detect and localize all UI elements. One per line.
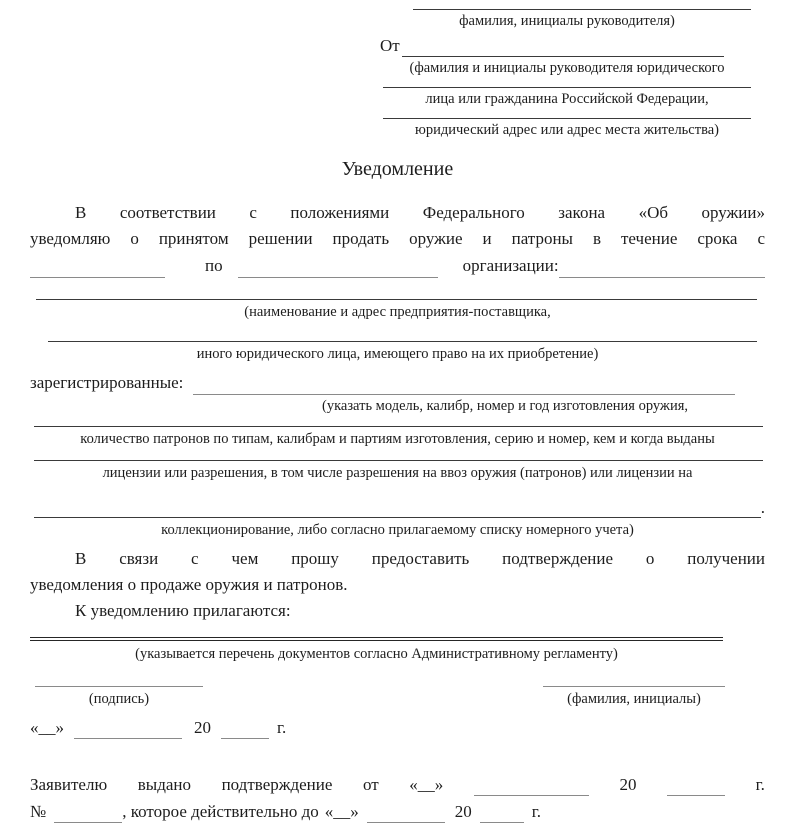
caption-from-1: (фамилия и инициалы руководителя юридического <box>409 60 725 76</box>
addressee-block <box>380 0 754 138</box>
paragraph-2 <box>30 546 765 624</box>
document-title: Уведомление <box>341 158 454 180</box>
paragraph-1-line-3 <box>30 252 765 278</box>
paragraph-1-line-2: уведомляю о принятом решении продать оружие и патроны в течение срока с <box>30 229 765 248</box>
caption-supplier-1: (наименование и адрес предприятия-поставщика, <box>244 304 551 320</box>
signature-left <box>35 678 203 707</box>
blank-field <box>413 0 751 10</box>
footer-word: от <box>363 775 379 794</box>
blank-field-organization <box>559 259 765 278</box>
caption-from-2: лица или гражданина Российской Федерации, <box>425 91 709 107</box>
valid-until-text: , которое действительно до <box>122 802 319 821</box>
caption-model: (указать модель, калибр, номер и год изготовления оружия, <box>321 398 689 414</box>
signature-right <box>543 678 725 707</box>
date-row <box>30 713 765 739</box>
blank-field <box>383 76 751 88</box>
blank-field-signature <box>35 678 203 687</box>
attachments-label: К уведомлению прилагаются: <box>75 601 291 620</box>
blank-field <box>383 107 751 119</box>
blank-field-year <box>480 804 524 823</box>
paragraph-2-line-2: уведомления о продаже оружия и патронов. <box>30 575 348 594</box>
year-suffix: г. <box>277 718 287 737</box>
caption-ammo: количество патронов по типам, калибрам и партиям изготовления, серию и номер, кем и когда выданы <box>80 431 715 447</box>
paragraph-1 <box>30 200 765 278</box>
blank-field-weapon-model <box>193 376 735 395</box>
blank-field-collection-row <box>34 495 765 518</box>
blank-field-month <box>74 720 182 739</box>
period-mark: . <box>760 498 765 517</box>
organization-label: организации: <box>462 256 559 275</box>
blank-field-date-to <box>238 259 438 278</box>
confirmation-line-1 <box>30 770 765 796</box>
caption-documents: (указывается перечень документов согласно Административному регламенту) <box>135 646 618 662</box>
po-label: по <box>205 256 223 275</box>
blank-field-year <box>667 777 725 796</box>
blank-field-month <box>474 777 589 796</box>
registered-row <box>30 368 765 395</box>
caption-license: лицензии или разрешения, в том числе разрешения на ввоз оружия (патронов) или лицензии на <box>102 465 693 481</box>
confirmation-line-2 <box>30 797 765 823</box>
day-quotes: «__» <box>324 802 359 821</box>
number-sign: № <box>30 802 47 821</box>
caption-signature: (подпись) <box>88 691 150 707</box>
from-row <box>380 32 754 57</box>
blank-field-year <box>221 720 269 739</box>
caption-from-3: юридический адрес или адрес места жительства) <box>415 122 719 138</box>
paragraph-2-line-1: В связи с чем прошу предоставить подтверждение о получении <box>75 549 765 568</box>
footer-word: подтверждение <box>221 775 333 794</box>
caption-supplier-2: иного юридического лица, имеющего право на их приобретение) <box>196 346 599 362</box>
blank-field-number <box>54 804 122 823</box>
caption-head-name: фамилия, инициалы руководителя) <box>459 13 675 29</box>
day-quotes: «__» <box>30 718 64 737</box>
caption-name: (фамилия, инициалы) <box>567 691 701 707</box>
blank-field-date-from <box>30 259 165 278</box>
day-quotes: «__» <box>409 775 444 794</box>
from-label: От <box>380 36 400 55</box>
year-prefix: 20 <box>454 802 472 821</box>
paragraph-1-line-1: В соответствии с положениями Федерального закона «Об оружии» <box>75 203 765 222</box>
blank-field-collection <box>34 499 761 518</box>
signature-row <box>30 678 765 707</box>
caption-collection: коллекционирование, либо согласно прилагаемому списку номерного учета) <box>161 522 634 538</box>
blank-field <box>402 38 724 57</box>
footer-word: выдано <box>137 775 191 794</box>
blank-field-name <box>543 678 725 687</box>
year-prefix: 20 <box>619 775 637 794</box>
blank-field-month <box>367 804 445 823</box>
year-prefix: 20 <box>194 718 211 737</box>
year-suffix: г. <box>531 802 542 821</box>
registered-label: зарегистрированные: <box>30 373 184 392</box>
year-suffix: г. <box>755 775 765 794</box>
footer-word: Заявителю <box>30 775 108 794</box>
